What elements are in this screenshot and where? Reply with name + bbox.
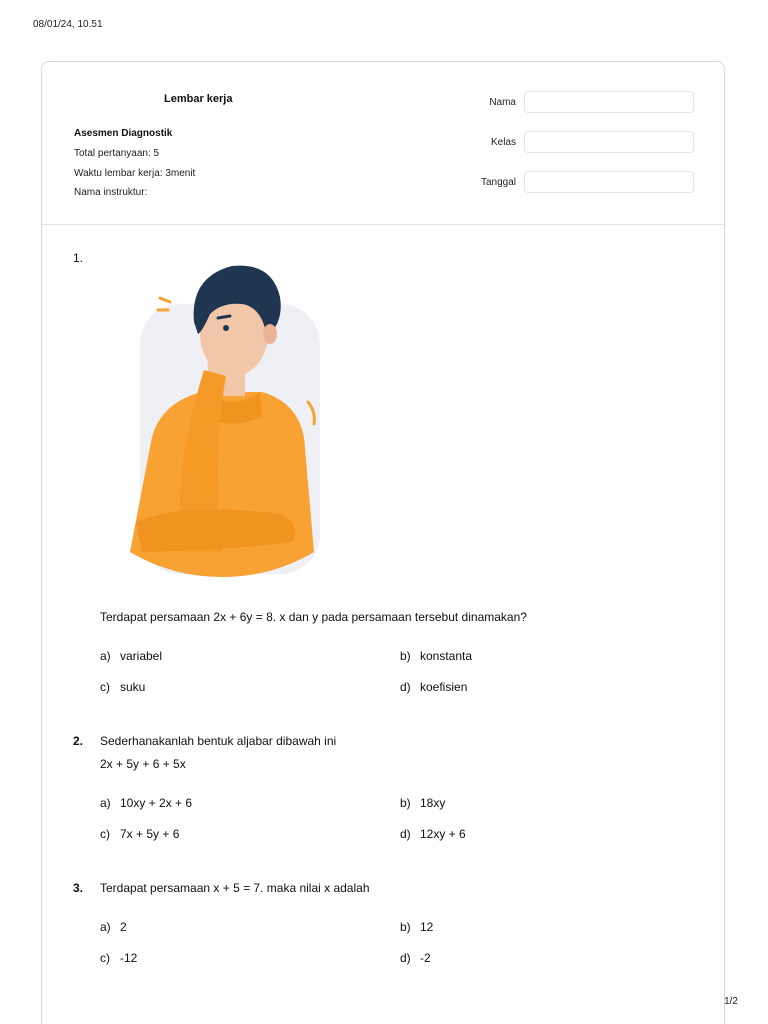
question-3-option-d[interactable] [400, 951, 431, 965]
question-1-option-c[interactable] [100, 680, 145, 694]
print-date: 08/01/24, 10.51 [33, 19, 103, 30]
option-letter: d) [400, 827, 411, 841]
option-text: 12 [420, 920, 434, 934]
option-text: -2 [420, 951, 431, 965]
option-letter: a) [100, 920, 111, 934]
option-text: -12 [120, 951, 138, 965]
worksheet-title: Lembar kerja [164, 93, 233, 105]
option-letter: b) [400, 920, 411, 934]
question-2-number: 2. [73, 734, 84, 748]
worksheet-card [41, 61, 725, 1024]
instructor-name: Nama instruktur: [74, 187, 148, 198]
question-1-number: 1. [73, 251, 84, 265]
question-3-option-c[interactable] [100, 951, 137, 965]
worksheet-time: Waktu lembar kerja: 3menit [74, 168, 196, 179]
page-number: 1/2 [724, 996, 738, 1007]
question-2-text: Sederhanakanlah bentuk aljabar dibawah ini [100, 734, 337, 748]
worksheet-header [42, 62, 724, 225]
option-letter: c) [100, 951, 110, 965]
name-field[interactable] [524, 91, 694, 113]
question-3-option-b[interactable] [400, 920, 433, 934]
option-text: 7x + 5y + 6 [120, 827, 180, 841]
total-questions: Total pertanyaan: 5 [74, 148, 160, 159]
option-text: 18xy [420, 796, 446, 810]
option-letter: b) [400, 796, 411, 810]
question-2-expression: 2x + 5y + 6 + 5x [100, 757, 186, 771]
question-1-option-a[interactable] [100, 649, 162, 663]
option-text: variabel [120, 649, 163, 663]
class-field[interactable] [524, 131, 694, 153]
date-label: Tanggal [480, 177, 516, 188]
question-2-option-c[interactable] [100, 827, 179, 841]
option-text: koefisien [420, 680, 468, 694]
question-3-text: Terdapat persamaan x + 5 = 7. maka nilai x adalah [100, 881, 370, 895]
question-2-option-b[interactable] [400, 796, 445, 810]
option-text: 10xy + 2x + 6 [120, 796, 193, 810]
question-2-option-d[interactable] [400, 827, 466, 841]
option-letter: c) [100, 680, 110, 694]
question-1-option-d[interactable] [400, 680, 467, 694]
question-3-number: 3. [73, 881, 84, 895]
option-letter: d) [400, 680, 411, 694]
worksheet-subtitle: Asesmen Diagnostik [74, 128, 173, 139]
question-1-option-b[interactable] [400, 649, 472, 663]
option-letter: b) [400, 649, 411, 663]
option-letter: d) [400, 951, 411, 965]
question-2-option-a[interactable] [100, 796, 192, 810]
date-field[interactable] [524, 171, 694, 193]
option-text: konstanta [420, 649, 473, 663]
option-letter: a) [100, 649, 111, 663]
question-1-text: Terdapat persamaan 2x + 6y = 8. x dan y pada persamaan tersebut dinamakan? [100, 610, 527, 624]
option-letter: c) [100, 827, 110, 841]
option-text: 12xy + 6 [420, 827, 466, 841]
option-text: 2 [120, 920, 127, 934]
question-3-option-a[interactable] [100, 920, 127, 934]
thinking-man-illustration [122, 252, 332, 582]
option-letter: a) [100, 796, 111, 810]
option-text: suku [120, 680, 146, 694]
class-label: Kelas [490, 137, 516, 148]
name-label: Nama [489, 97, 516, 108]
